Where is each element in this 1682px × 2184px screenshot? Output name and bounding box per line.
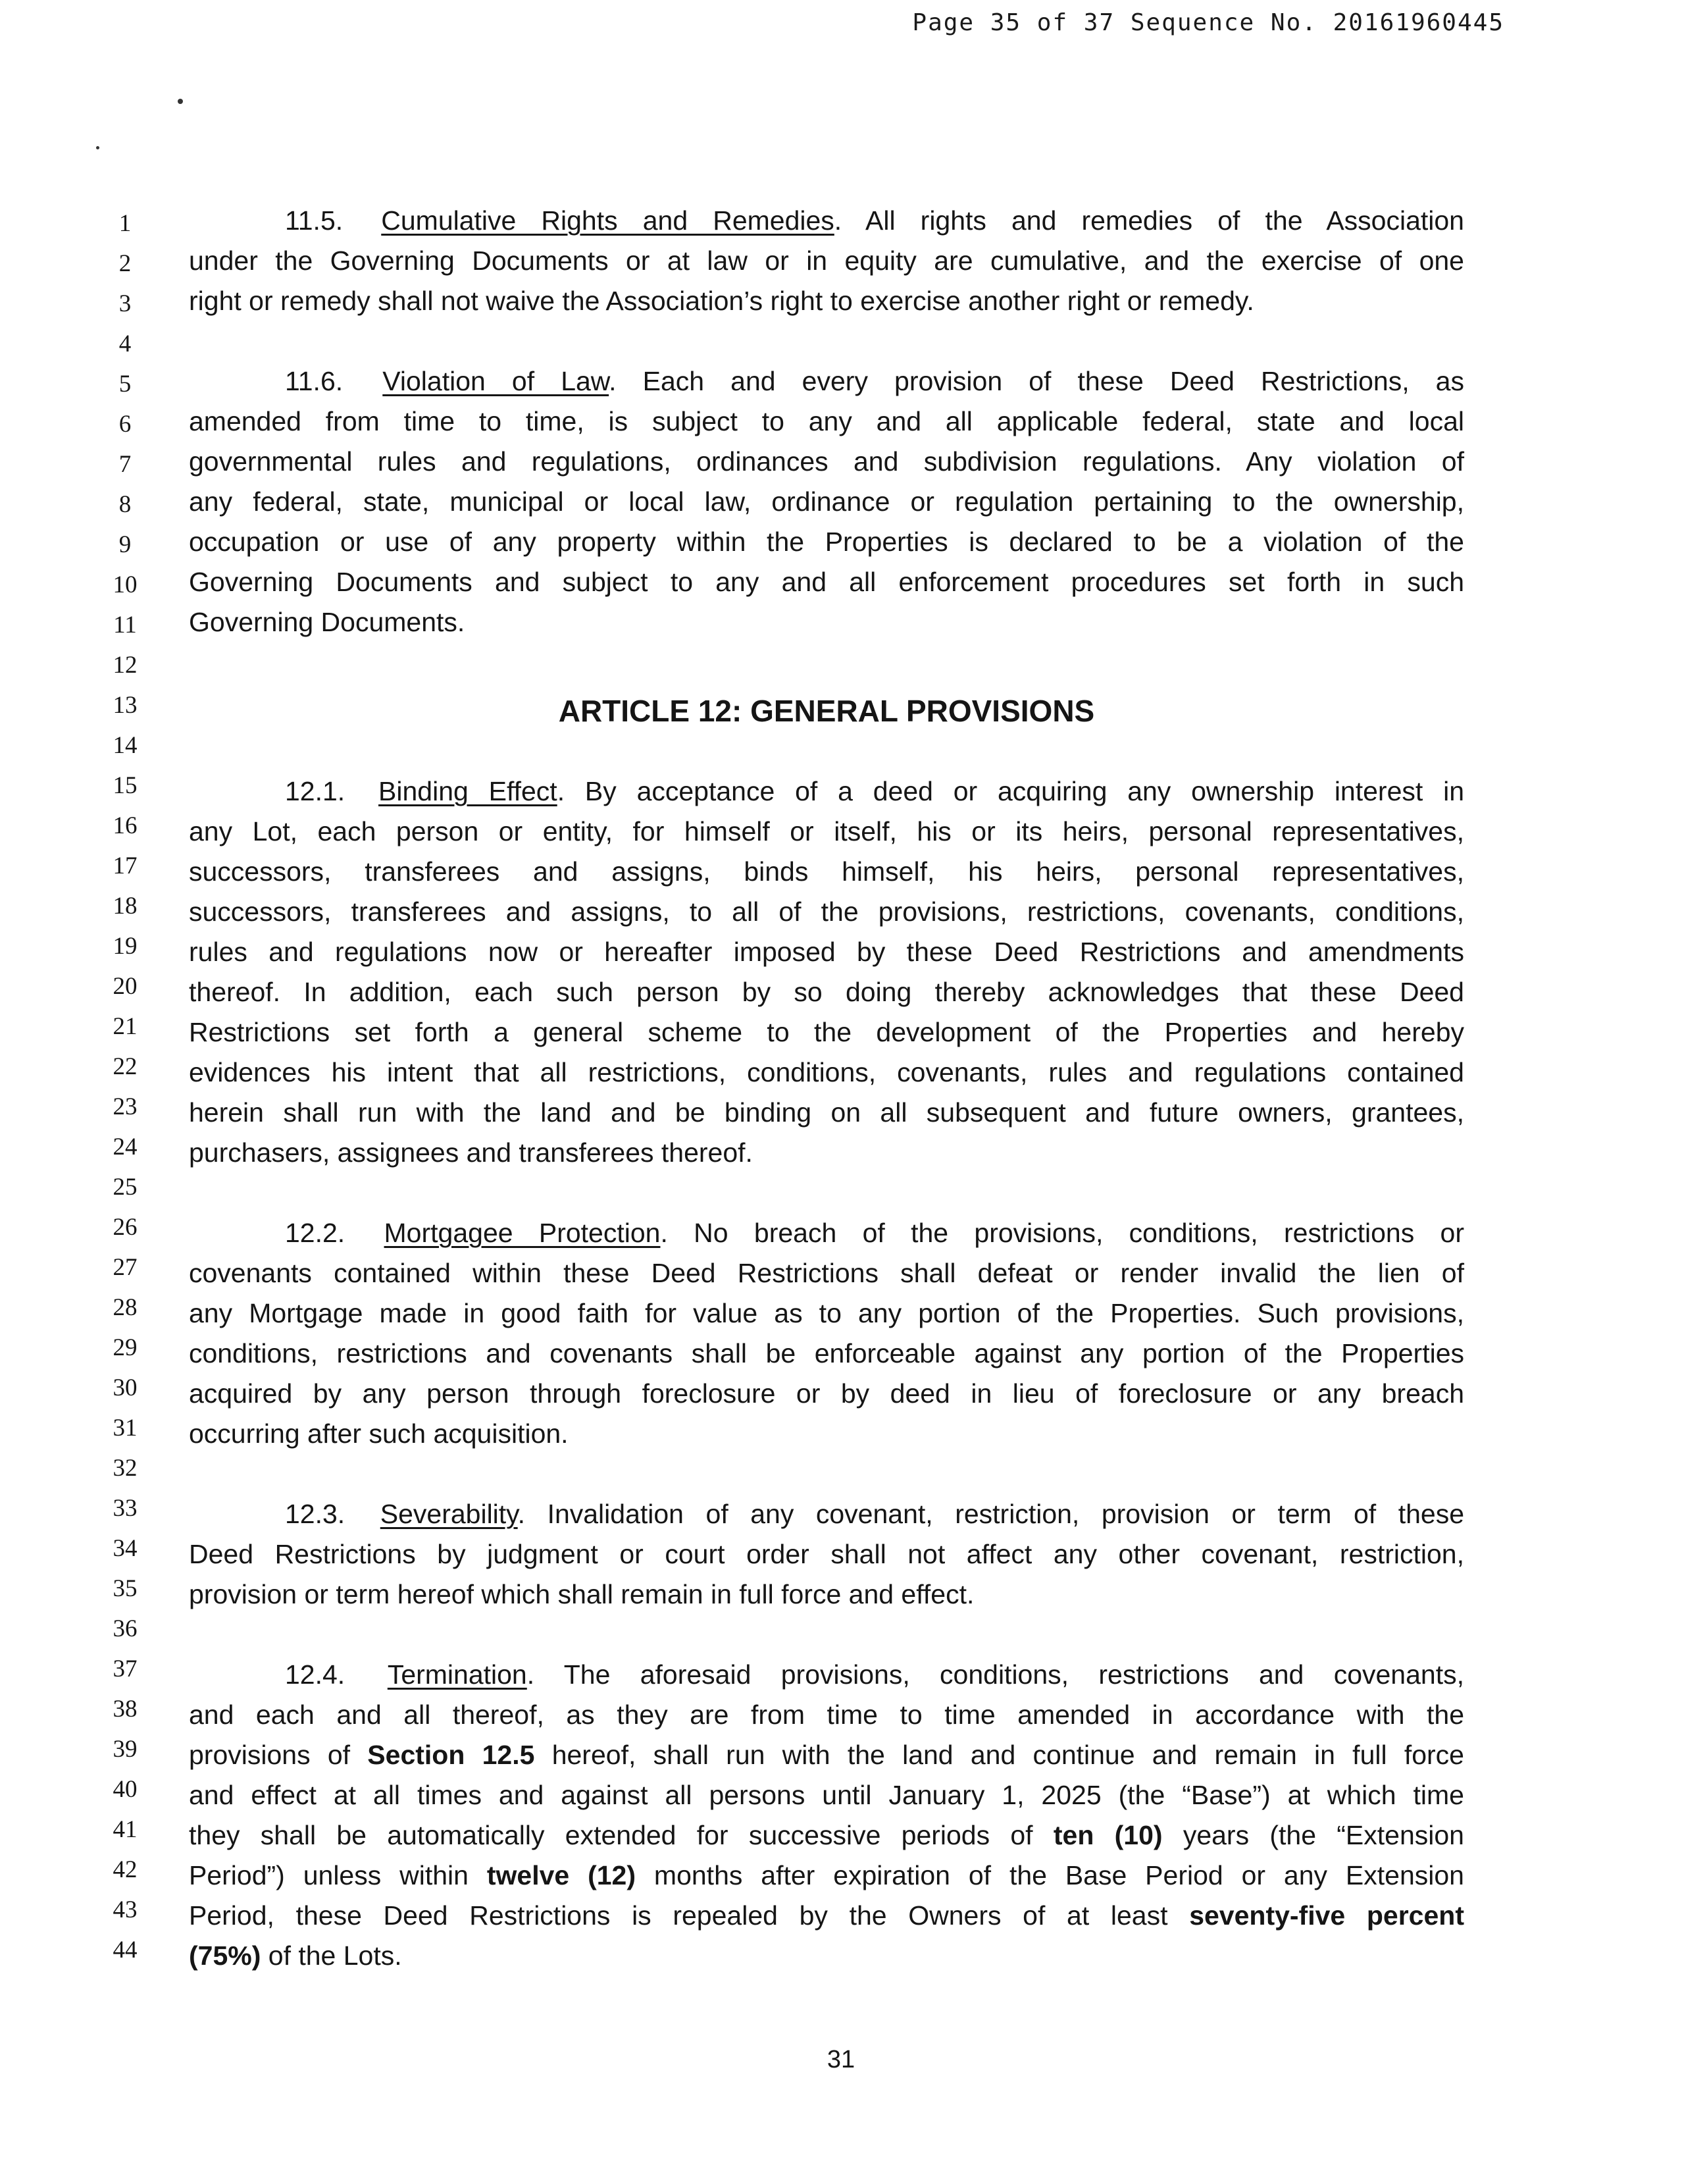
line-number: 5: [118, 371, 132, 398]
line-number: 22: [113, 1053, 138, 1080]
section-number: 12.4.: [285, 1659, 345, 1690]
line-number: 16: [113, 812, 138, 839]
line-number: 33: [113, 1495, 138, 1522]
line-number: 15: [113, 772, 138, 799]
section-title: Binding Effect: [378, 776, 557, 806]
section-number: 12.3.: [285, 1499, 345, 1529]
section-number: 12.1.: [285, 776, 345, 806]
line-number: 27: [113, 1254, 138, 1281]
line-number: 40: [113, 1776, 138, 1803]
line-number: 36: [113, 1615, 138, 1642]
scan-speck: [178, 99, 183, 104]
line-number: 12: [113, 652, 138, 679]
line-number: 43: [113, 1896, 138, 1923]
line-number: 32: [113, 1455, 138, 1482]
section-title: Severability: [380, 1499, 518, 1529]
line-number: 19: [113, 933, 138, 960]
line-number: 14: [113, 732, 138, 759]
line-number: 7: [118, 451, 132, 478]
line-number: 37: [113, 1655, 138, 1682]
section-title: Termination: [387, 1659, 527, 1690]
line-number: 6: [118, 411, 132, 438]
line-number: 10: [113, 571, 138, 598]
line-number: 24: [113, 1133, 138, 1160]
line-number: 41: [113, 1816, 138, 1843]
line-number: 44: [113, 1937, 138, 1963]
line-number: 11: [113, 611, 137, 638]
line-number: 39: [113, 1736, 138, 1763]
line-number: 4: [118, 330, 132, 357]
section-number: 11.5.: [285, 205, 344, 236]
line-number: 29: [113, 1334, 138, 1361]
line-number: 1: [118, 210, 132, 237]
section-title: Cumulative Rights and Remedies: [381, 205, 834, 236]
line-number: 25: [113, 1174, 138, 1201]
line-number: 23: [113, 1093, 138, 1120]
page-number: 31: [827, 2046, 855, 2073]
scan-speck: [96, 146, 99, 149]
line-number: 17: [113, 852, 138, 879]
line-number: 20: [113, 973, 138, 1000]
line-number: 21: [113, 1013, 138, 1040]
line-number: 31: [113, 1415, 138, 1442]
line-number: 8: [118, 491, 132, 518]
line-number: 38: [113, 1696, 138, 1723]
line-number: 13: [113, 692, 138, 719]
line-number: 35: [113, 1575, 138, 1602]
line-number: 34: [113, 1535, 138, 1562]
section-number: 12.2.: [285, 1218, 345, 1248]
article-heading: ARTICLE 12: GENERAL PROVISIONS: [558, 694, 1095, 728]
line-number: 2: [118, 250, 132, 277]
section-number: 11.6.: [285, 366, 344, 396]
section-title: Violation of Law: [382, 366, 609, 396]
line-number: 30: [113, 1374, 138, 1401]
line-number: 9: [118, 531, 132, 558]
line-number: 42: [113, 1856, 138, 1883]
line-number: 26: [113, 1214, 138, 1241]
line-number: 3: [118, 290, 132, 317]
page-header: Page 35 of 37 Sequence No. 20161960445: [912, 9, 1504, 36]
section-title: Mortgagee Protection: [384, 1218, 661, 1248]
line-number: 28: [113, 1294, 138, 1321]
line-number: 18: [113, 893, 138, 920]
